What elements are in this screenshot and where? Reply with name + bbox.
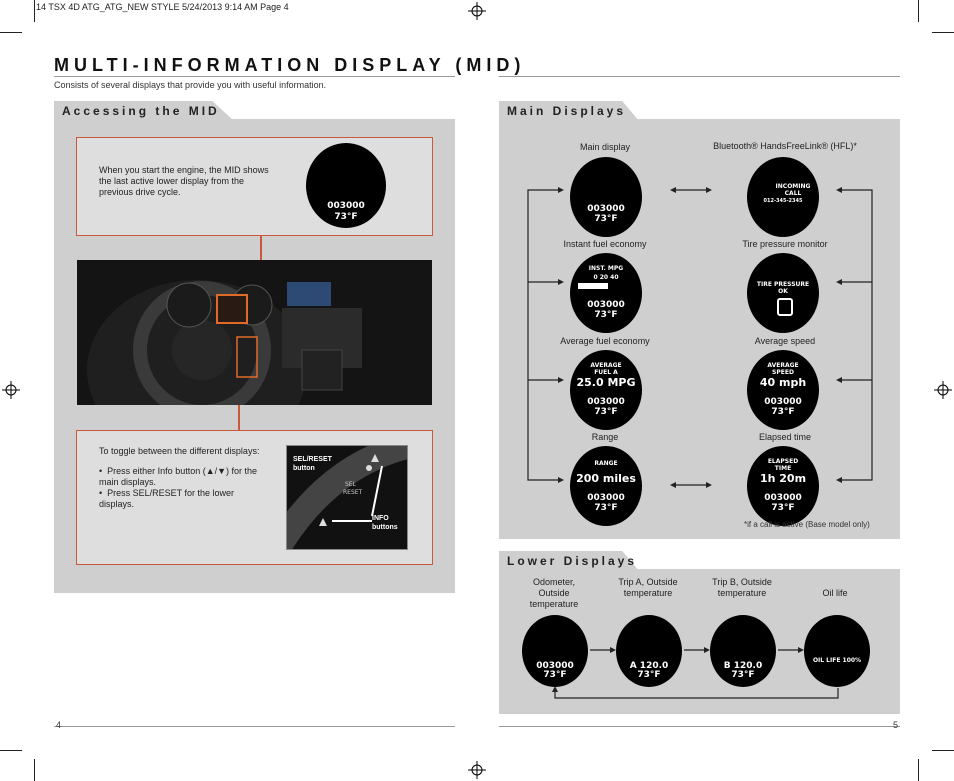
divider — [499, 76, 900, 77]
crop-mark — [918, 0, 919, 22]
odometer-value: 003000 — [587, 397, 625, 407]
navigation-arrows — [520, 180, 880, 500]
range-title: RANGE — [594, 460, 618, 467]
section-tab-accessing: Accessing the MID — [62, 104, 220, 118]
dashboard-illustration — [77, 260, 432, 405]
temperature-value: 73°F — [771, 407, 795, 417]
odometer-value: 003000 — [327, 201, 365, 211]
lower-value: 003000 — [536, 661, 574, 671]
avg-fuel-line-2: FUEL A — [594, 369, 618, 376]
toggle-bullet-1: • Press either Info button (▲/▼) for the main displays. — [99, 466, 258, 487]
oil-life-value: OIL LIFE 100% — [812, 657, 862, 664]
steering-controls-photo — [286, 445, 408, 550]
lower-value: B 120.0 — [723, 661, 763, 671]
label-range: Range — [591, 432, 619, 442]
crop-mark — [918, 759, 919, 781]
footnote: *if a call is active (Base model only) — [744, 520, 870, 529]
crop-mark — [932, 750, 954, 751]
label-bluetooth-hfl: Bluetooth® HandsFreeLink® (HFL)* — [713, 141, 857, 151]
tpms-status: OK — [778, 288, 788, 295]
odometer-value: 003000 — [764, 397, 802, 407]
toggle-lead: To toggle between the different displays: — [99, 446, 260, 456]
odometer-value: 003000 — [587, 204, 625, 214]
hfl-line-3: 012-345-2345 — [763, 198, 803, 204]
divider — [54, 76, 455, 77]
info-buttons-label: INFO buttons — [372, 515, 398, 531]
crop-mark — [932, 32, 954, 33]
temperature-value: 73°F — [594, 407, 618, 417]
crop-mark — [0, 750, 22, 751]
lower-arrows — [520, 640, 880, 705]
avg-speed-line-2: SPEED — [772, 369, 794, 376]
temperature-value: 73°F — [543, 670, 567, 680]
label-elapsed-time: Elapsed time — [758, 432, 812, 442]
elapsed-line-2: TIME — [774, 465, 792, 472]
temperature-value: 73°F — [334, 212, 358, 222]
label-tire-pressure: Tire pressure monitor — [742, 239, 828, 249]
tpms-title: TIRE PRESSURE — [756, 281, 810, 288]
temperature-value: 73°F — [594, 214, 618, 224]
dashboard-photo — [77, 260, 432, 405]
mid-gauge — [306, 143, 386, 228]
label-odometer: Odometer, Outside temperature — [529, 577, 579, 609]
lower-value: A 120.0 — [629, 661, 669, 671]
label-average-fuel: Average fuel economy — [560, 336, 650, 346]
temperature-value: 73°F — [771, 503, 795, 513]
bullet-text: Press SEL/RESET for the lower displays. — [99, 488, 235, 509]
svg-text:RESET: RESET — [343, 489, 363, 496]
temperature-value: 73°F — [594, 503, 618, 513]
footer-divider — [499, 726, 900, 727]
label-oil-life: Oil life — [822, 588, 848, 598]
temperature-value: 73°F — [594, 310, 618, 320]
avg-fuel-value: 25.0 MPG — [576, 376, 636, 389]
label-trip-b: Trip B, Outside temperature — [712, 577, 772, 598]
crop-mark — [34, 0, 35, 22]
section-tab-main-displays: Main Displays — [507, 104, 627, 118]
temperature-value: 73°F — [637, 670, 661, 680]
registration-mark-icon — [468, 761, 486, 779]
avg-fuel-line-1: AVERAGE — [590, 362, 622, 369]
intro-text: Consists of several displays that provide you with useful information. — [54, 80, 327, 90]
registration-mark-icon — [934, 381, 952, 399]
hfl-line-2: CALL — [784, 190, 802, 197]
hfl-line-1: INCOMING — [775, 183, 811, 190]
connector-line — [238, 405, 240, 433]
toggle-bullet-2: • Press SEL/RESET for the lower displays. — [99, 488, 235, 509]
odometer-value: 003000 — [764, 493, 802, 503]
page-title: MULTI-INFORMATION DISPLAY (MID) — [54, 55, 526, 75]
elapsed-value: 1h 20m — [759, 472, 807, 485]
footer-divider — [54, 726, 455, 727]
registration-mark-icon — [468, 2, 486, 20]
range-value: 200 miles — [576, 472, 636, 485]
temperature-value: 73°F — [731, 670, 755, 680]
label-main-display: Main display — [579, 142, 631, 152]
odometer-value: 003000 — [587, 493, 625, 503]
bullet-text: Press either Info button (▲/▼) for the main displays. — [99, 466, 258, 487]
registration-mark-icon — [2, 381, 20, 399]
svg-text:SEL: SEL — [345, 481, 356, 488]
crop-mark — [34, 759, 35, 781]
inst-mpg-title: INST. MPG — [588, 265, 624, 272]
crop-mark — [0, 32, 22, 33]
label-trip-a: Trip A, Outside temperature — [618, 577, 678, 598]
label-instant-fuel: Instant fuel economy — [563, 239, 647, 249]
page-number-left: 4 — [56, 720, 62, 730]
avg-speed-value: 40 mph — [759, 376, 807, 389]
inst-mpg-scale: 0 20 40 — [593, 274, 619, 281]
sel-reset-label: SEL/RESET button — [293, 456, 332, 472]
odometer-value: 003000 — [587, 300, 625, 310]
elapsed-line-1: ELAPSED — [767, 458, 799, 465]
page-number-right: 5 — [893, 720, 899, 730]
avg-speed-line-1: AVERAGE — [767, 362, 799, 369]
print-meta: 14 TSX 4D ATG_ATG_NEW STYLE 5/24/2013 9:14 AM Page 4 — [36, 2, 289, 12]
section-tab-lower-displays: Lower Displays — [507, 554, 638, 568]
startup-text: When you start the engine, the MID shows the last active lower display from the previous drive cycle. — [99, 165, 269, 197]
label-average-speed: Average speed — [754, 336, 816, 346]
